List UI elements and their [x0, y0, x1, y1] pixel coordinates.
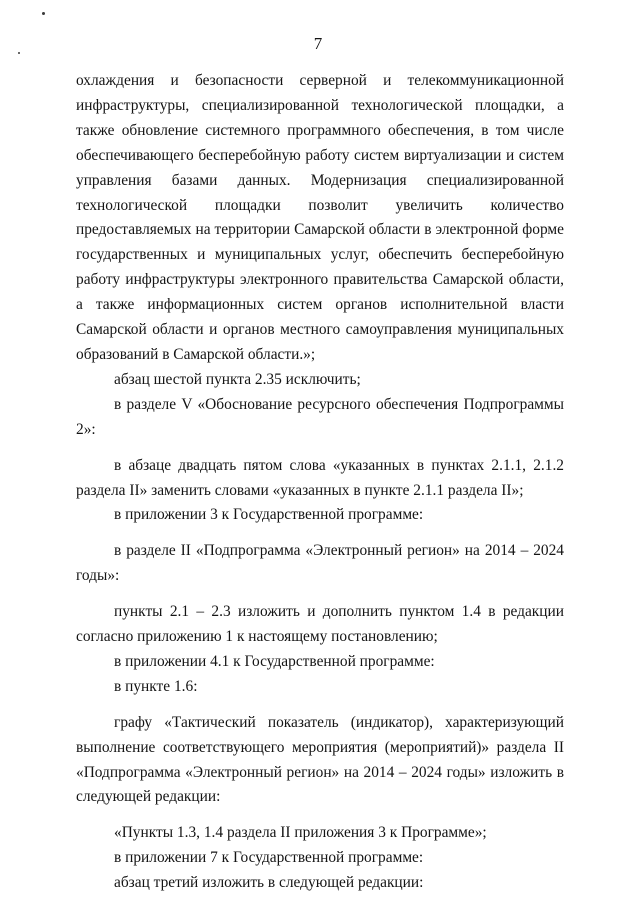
paragraph: абзац шестой пункта 2.35 исключить; [114, 370, 361, 388]
paragraph: в приложении 7 к Государственной программе: [114, 849, 424, 867]
scan-speck [42, 12, 45, 15]
document-body [76, 69, 564, 896]
paragraph: в разделе V «Обоснование ресурсного обеспечения Подпрограммы 2»: [76, 395, 564, 438]
page-number: 7 [313, 34, 323, 53]
paragraph: в разделе II «Подпрограмма «Электронный регион» на 2014 – 2024 годы»: [76, 542, 564, 585]
paragraph: «Пункты 1.3, 1.4 раздела II приложения 3 к Программе»; [114, 824, 487, 842]
paragraph: абзац третий изложить в следующей редакции: [114, 874, 424, 892]
paragraph: в приложении 3 к Государственной программе: [114, 506, 424, 524]
paragraph: в пункте 1.6: [114, 677, 198, 695]
paragraph: в абзаце двадцать пятом слова «указанных в пунктах 2.1.1, 2.1.2 раздела II» заменить словами «указанных в пункте 2.1.1 раздела II»; [76, 456, 564, 499]
paragraph: пункты 2.1 – 2.3 изложить и дополнить пунктом 1.4 в редакции согласно приложению 1 к настоящему постановлению; [76, 603, 564, 646]
paragraph-continuation: охлаждения и безопасности серверной и телекоммуникационной инфраструктуры, специализированной технологической площадки, а также обновление системного программного обеспечения, в том числе обеспечивающего бесперебойную работу систем виртуализации и систем управления базами данных. Модернизация специализированной технологической площадки позволит увеличить количество предоставляемых на территории Самарской области в электронной форме государственных и муниципальных услуг, обеспечить бесперебойную работу инфраструктуры электронного правительства Самарской области, а также информационных систем органов исполнительной власти Самарской области и органов местного самоуправления муниципальных образований в Самарской области.»; [76, 72, 564, 363]
paragraph: графу «Тактический показатель (индикатор), характеризующий выполнение соответствующего мероприятия (мероприятий)» раздела II «Подпрограмма «Электронный регион» на 2014 – 2024 годы» изложить в следующей редакции: [76, 713, 564, 806]
paragraph: в приложении 4.1 к Государственной программе: [114, 652, 435, 670]
